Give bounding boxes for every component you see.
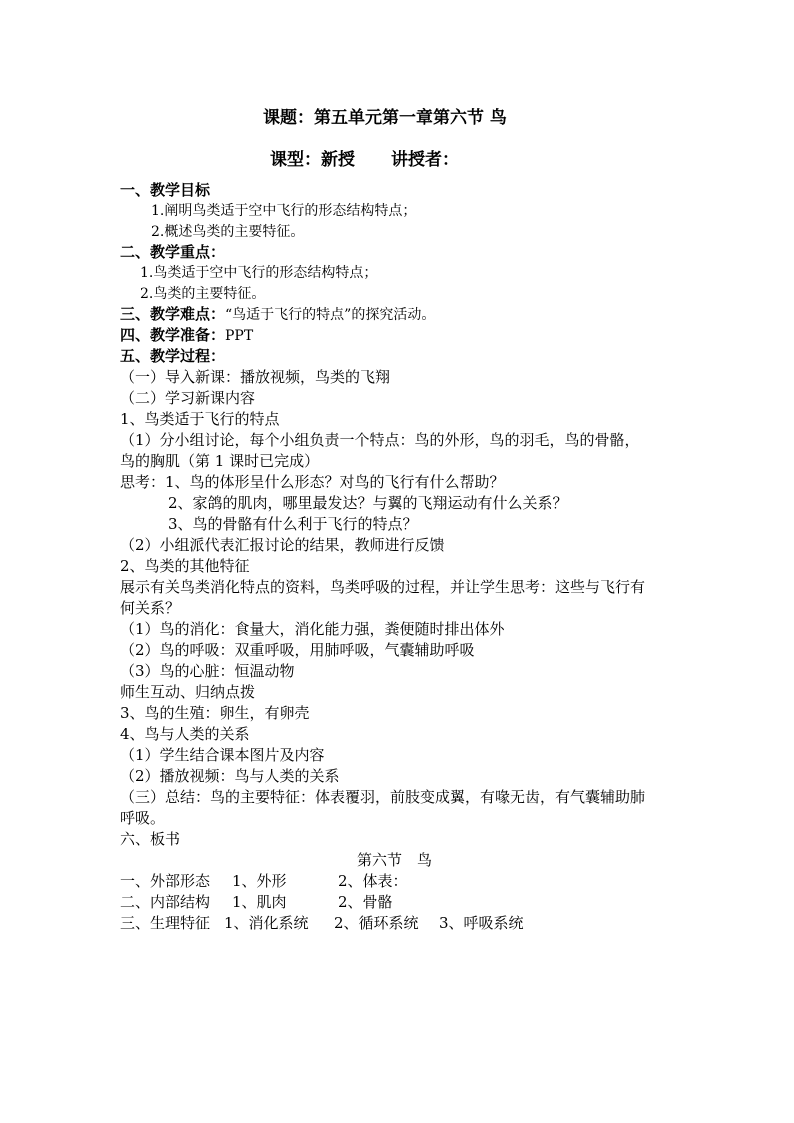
board-row-cell: 1、消化系统 [224,914,309,932]
process-line: （一）导入新课：播放视频，鸟类的飞翔 [120,368,391,386]
process-line: 3、鸟的生殖：卵生，有卵壳 [120,704,310,722]
process-line: 呼吸。 [120,809,166,827]
difficulty-heading: 三、教学难点： [120,305,226,323]
process-line: （2）播放视频：鸟与人类的关系 [120,767,340,785]
board-row-cell: 3、呼吸系统 [439,914,524,932]
difficulty-text: “鸟适于飞行的特点”的探究活动。 [225,307,436,323]
process-line: （1）鸟的消化：食量大，消化能力强，粪便随时排出体外 [120,620,505,638]
process-line: （三）总结：鸟的主要特征：体表覆羽，前肢变成翼，有喙无齿，有气囊辅助肺 [120,788,646,806]
process-line: （1）分小组讨论，每个小组负责一个特点：鸟的外形，鸟的羽毛，鸟的骨骼， [120,431,640,449]
board-row-label: 二、内部结构 [120,893,211,911]
process-line: 展示有关鸟类消化特点的资料，鸟类呼吸的过程，并让学生思考：这些与飞行有 [120,578,646,596]
process-line: 2、家鸽的肌肉，哪里最发达？与翼的飞翔运动有什么关系？ [168,494,568,512]
keypoints-heading: 二、教学重点： [120,243,226,261]
board-row-cell: 1、外形 [232,872,287,890]
keypoint-item: 2.鸟类的主要特征。 [140,286,266,302]
lesson-teacher: 讲授者： [391,150,459,170]
objective-item: 1.阐明鸟类适于空中飞行的形态结构特点； [151,203,417,219]
process-line: 3、鸟的骨骼有什么利于飞行的特点？ [168,515,418,533]
preparation-text: PPT [225,328,254,344]
preparation-line [120,325,253,346]
process-line: 鸟的胸肌（第 1 课时已完成） [120,452,320,470]
process-line: （二）学习新课内容 [120,389,256,407]
board-row-label: 一、外部形态 [120,872,211,890]
objective-item: 2.概述鸟类的主要特征。 [151,224,305,240]
process-heading: 五、教学过程： [120,347,226,365]
process-line: （3）鸟的心脏：恒温动物 [120,662,295,680]
process-line: （2）鸟的呼吸：双重呼吸，用肺呼吸，气囊辅助呼吸 [120,641,475,659]
process-line: 师生互动、归纳点拨 [120,683,256,701]
process-line: （1）学生结合课本图片及内容 [120,746,325,764]
difficulty-line [120,304,435,325]
board-row-cell: 2、骨骼 [338,893,393,911]
objectives-heading: 一、教学目标 [120,181,211,199]
preparation-heading: 四、教学准备： [120,326,226,344]
process-line: 思考：1、鸟的体形呈什么形态？对鸟的飞行有什么帮助？ [120,473,505,491]
process-line: 2、鸟类的其他特征 [120,557,250,575]
lesson-type: 课型：新授 [270,150,355,170]
board-row-cell: 1、肌肉 [232,893,287,911]
board-row-cell: 2、体表： [338,872,408,890]
board-heading: 六、板书 [120,830,181,848]
board-row-label: 三、生理特征 [120,914,211,932]
keypoint-item: 1.鸟类适于空中飞行的形态结构特点； [140,265,378,281]
board-row-cell: 2、循环系统 [334,914,419,932]
lesson-title: 课题：第五单元第一章第六节 鸟 [263,108,507,128]
process-line: 1、鸟类适于飞行的特点 [120,410,280,428]
process-line: 4、鸟与人类的关系 [120,725,250,743]
process-line: 何关系？ [120,599,181,617]
process-line: （2）小组派代表汇报讨论的结果，教师进行反馈 [120,536,445,554]
board-title: 第六节 鸟 [357,851,433,869]
